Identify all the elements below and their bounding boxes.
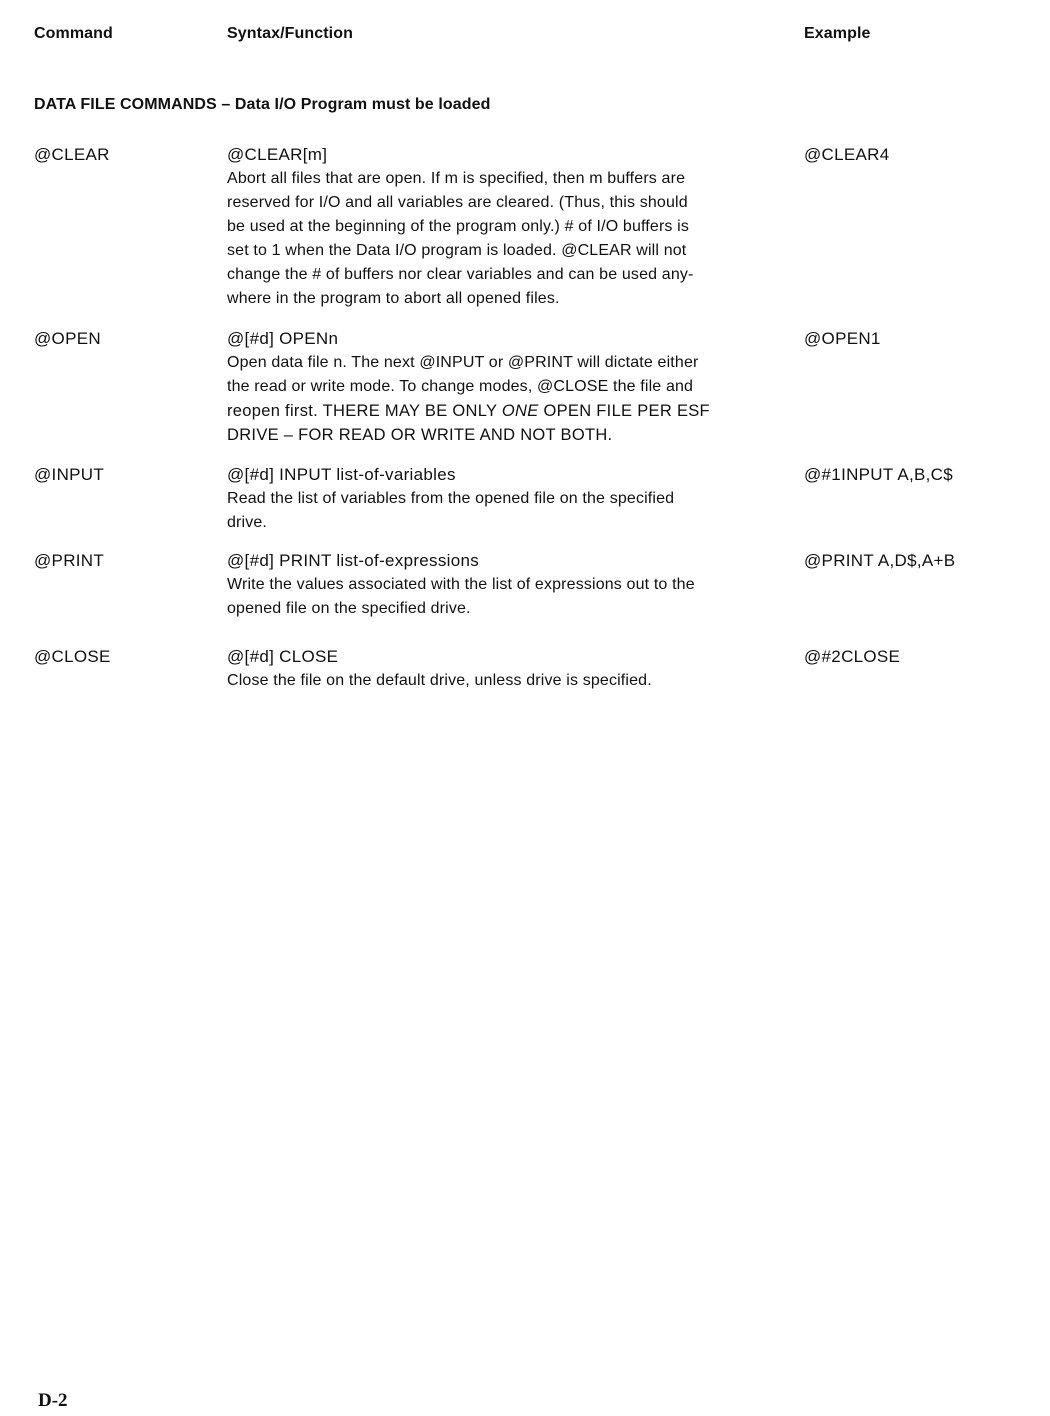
description-line: drive.: [227, 514, 268, 531]
command-entry-open: [227, 327, 787, 447]
description-line: Write the values associated with the list of expressions out to the: [227, 576, 695, 593]
emphasis-word: ONE: [501, 402, 539, 420]
syntax-line: @CLEAR[m]: [227, 145, 328, 164]
page-number: D-2: [38, 1390, 68, 1411]
example-print: @PRINT A,D$,A+B: [804, 551, 956, 570]
syntax-line: @[#d] CLOSE: [227, 647, 339, 666]
column-header-example: Example: [804, 25, 871, 42]
description-line: change the # of buffers nor clear variables and can be used any-: [227, 266, 694, 283]
description-line: where in the program to abort all opened files.: [227, 290, 560, 307]
example-open: @OPEN1: [804, 329, 881, 348]
example-input: @#1INPUT A,B,C$: [804, 465, 953, 484]
command-entry-input: [227, 463, 787, 535]
description-line: opened file on the specified drive.: [227, 600, 471, 617]
description-line: Open data file n. The next @INPUT or @PRINT will dictate either: [227, 354, 699, 371]
syntax-line: @[#d] PRINT list-of-expressions: [227, 551, 480, 570]
description-line: set to 1 when the Data I/O program is loaded. @CLEAR will not: [227, 242, 687, 259]
command-entry-clear: [227, 143, 787, 311]
section-title: DATA FILE COMMANDS – Data I/O Program must be loaded: [34, 96, 491, 113]
description-line: Abort all files that are open. If m is specified, then m buffers are: [227, 170, 686, 187]
command-name-open: @OPEN: [34, 329, 101, 348]
example-close: @#2CLOSE: [804, 647, 901, 666]
syntax-line: @[#d] INPUT list-of-variables: [227, 465, 456, 484]
command-entry-print: [227, 549, 787, 621]
description-text: reopen first. THERE MAY BE ONLY ONE OPEN FILE PER ESF: [227, 402, 710, 420]
description-line-emphasis: [227, 399, 787, 423]
description-line: the read or write mode. To change modes, @CLOSE the file and: [227, 378, 694, 395]
command-name-input: @INPUT: [34, 465, 105, 484]
column-header-syntax: Syntax/Function: [227, 25, 353, 42]
command-name-clear: @CLEAR: [34, 145, 110, 164]
command-name-close: @CLOSE: [34, 647, 111, 666]
column-header-command: Command: [34, 25, 113, 42]
description-line: reserved for I/O and all variables are cleared. (Thus, this should: [227, 194, 688, 211]
syntax-line: @[#d] OPENn: [227, 329, 339, 348]
command-name-print: @PRINT: [34, 551, 105, 570]
description-line: Read the list of variables from the opened file on the specified: [227, 490, 675, 507]
example-clear: @CLEAR4: [804, 145, 890, 164]
description-line: Close the file on the default drive, unless drive is specified.: [227, 672, 652, 689]
description-line: be used at the beginning of the program only.) # of I/O buffers is: [227, 218, 690, 235]
description-line: DRIVE – FOR READ OR WRITE AND NOT BOTH.: [227, 426, 613, 444]
command-entry-close: [227, 645, 787, 693]
